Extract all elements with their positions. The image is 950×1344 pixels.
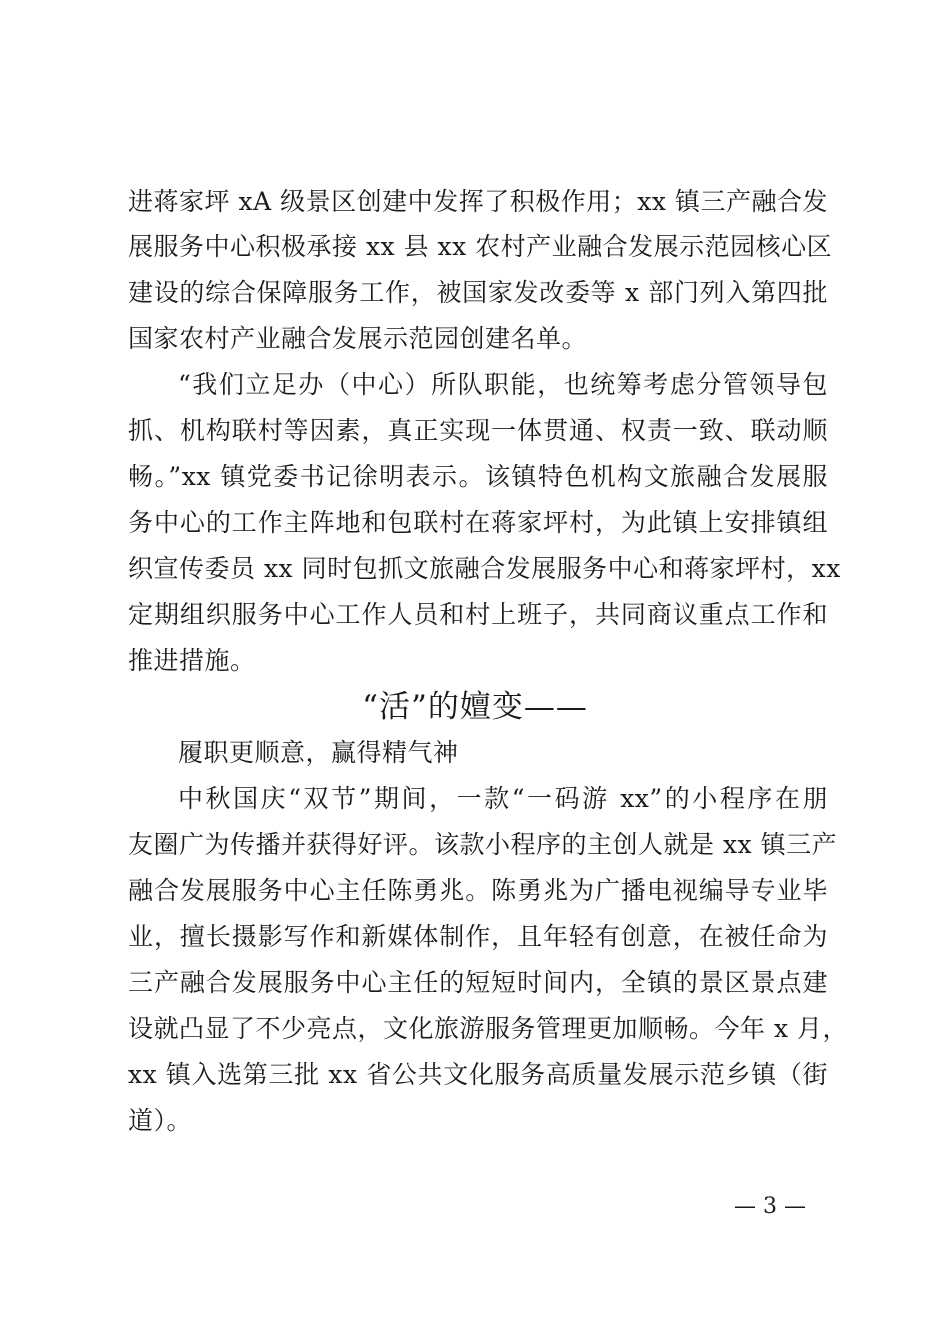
text-line: 国家农村产业融合发展示范园创建名单。 (128, 324, 588, 353)
text-line: 融合发展服务中心主任陈勇兆。陈勇兆为广播电视编导专业毕 (128, 876, 828, 905)
text-line: 推进措施。 (128, 646, 256, 675)
text-line: 务中心的工作主阵地和包联村在蒋家坪村，为此镇上安排镇组 (128, 508, 828, 537)
text-line: 建设的综合保障服务工作，被国家发改委等 x 部门列入第四批 (128, 278, 828, 307)
text-line: 友圈广为传播并获得好评。该款小程序的主创人就是 xx 镇三产 (128, 830, 838, 859)
text-line: 进蒋家坪 xA 级景区创建中发挥了积极作用；xx 镇三产融合发 (128, 187, 828, 216)
text-line: 道）。 (128, 1106, 193, 1135)
text-line: 畅。”xx 镇党委书记徐明表示。该镇特色机构文旅融合发展服 (128, 462, 828, 491)
text-line: 展服务中心积极承接 xx 县 xx 农村产业融合发展示范园核心区 (128, 232, 833, 261)
text-line: 中秋国庆“双节”期间，一款“一码游 xx”的小程序在朋 (178, 784, 828, 813)
text-line: 抓、机构联村等因素，真正实现一体贯通、权责一致、联动顺 (128, 416, 828, 445)
text-line: “我们立足办（中心）所队职能，也统筹考虑分管领导包 (178, 370, 828, 399)
page-number: — 3 — (734, 1194, 806, 1219)
text-line: 定期组织服务中心工作人员和村上班子，共同商议重点工作和 (128, 600, 828, 629)
text-line: 设就凸显了不少亮点，文化旅游服务管理更加顺畅。今年 x 月， (128, 1014, 848, 1043)
text-line: xx 镇入选第三批 xx 省公共文化服务高质量发展示范乡镇（街 (128, 1060, 828, 1089)
subheading: 履职更顺意，赢得精气神 (178, 738, 459, 767)
section-heading: “活”的嬗变—— (362, 689, 588, 725)
text-line: 业，擅长摄影写作和新媒体制作，且年轻有创意，在被任命为 (128, 922, 828, 951)
text-line: 三产融合发展服务中心主任的短短时间内，全镇的景区景点建 (128, 968, 828, 997)
text-line: 织宣传委员 xx 同时包抓文旅融合发展服务中心和蒋家坪村，xx (128, 554, 841, 583)
